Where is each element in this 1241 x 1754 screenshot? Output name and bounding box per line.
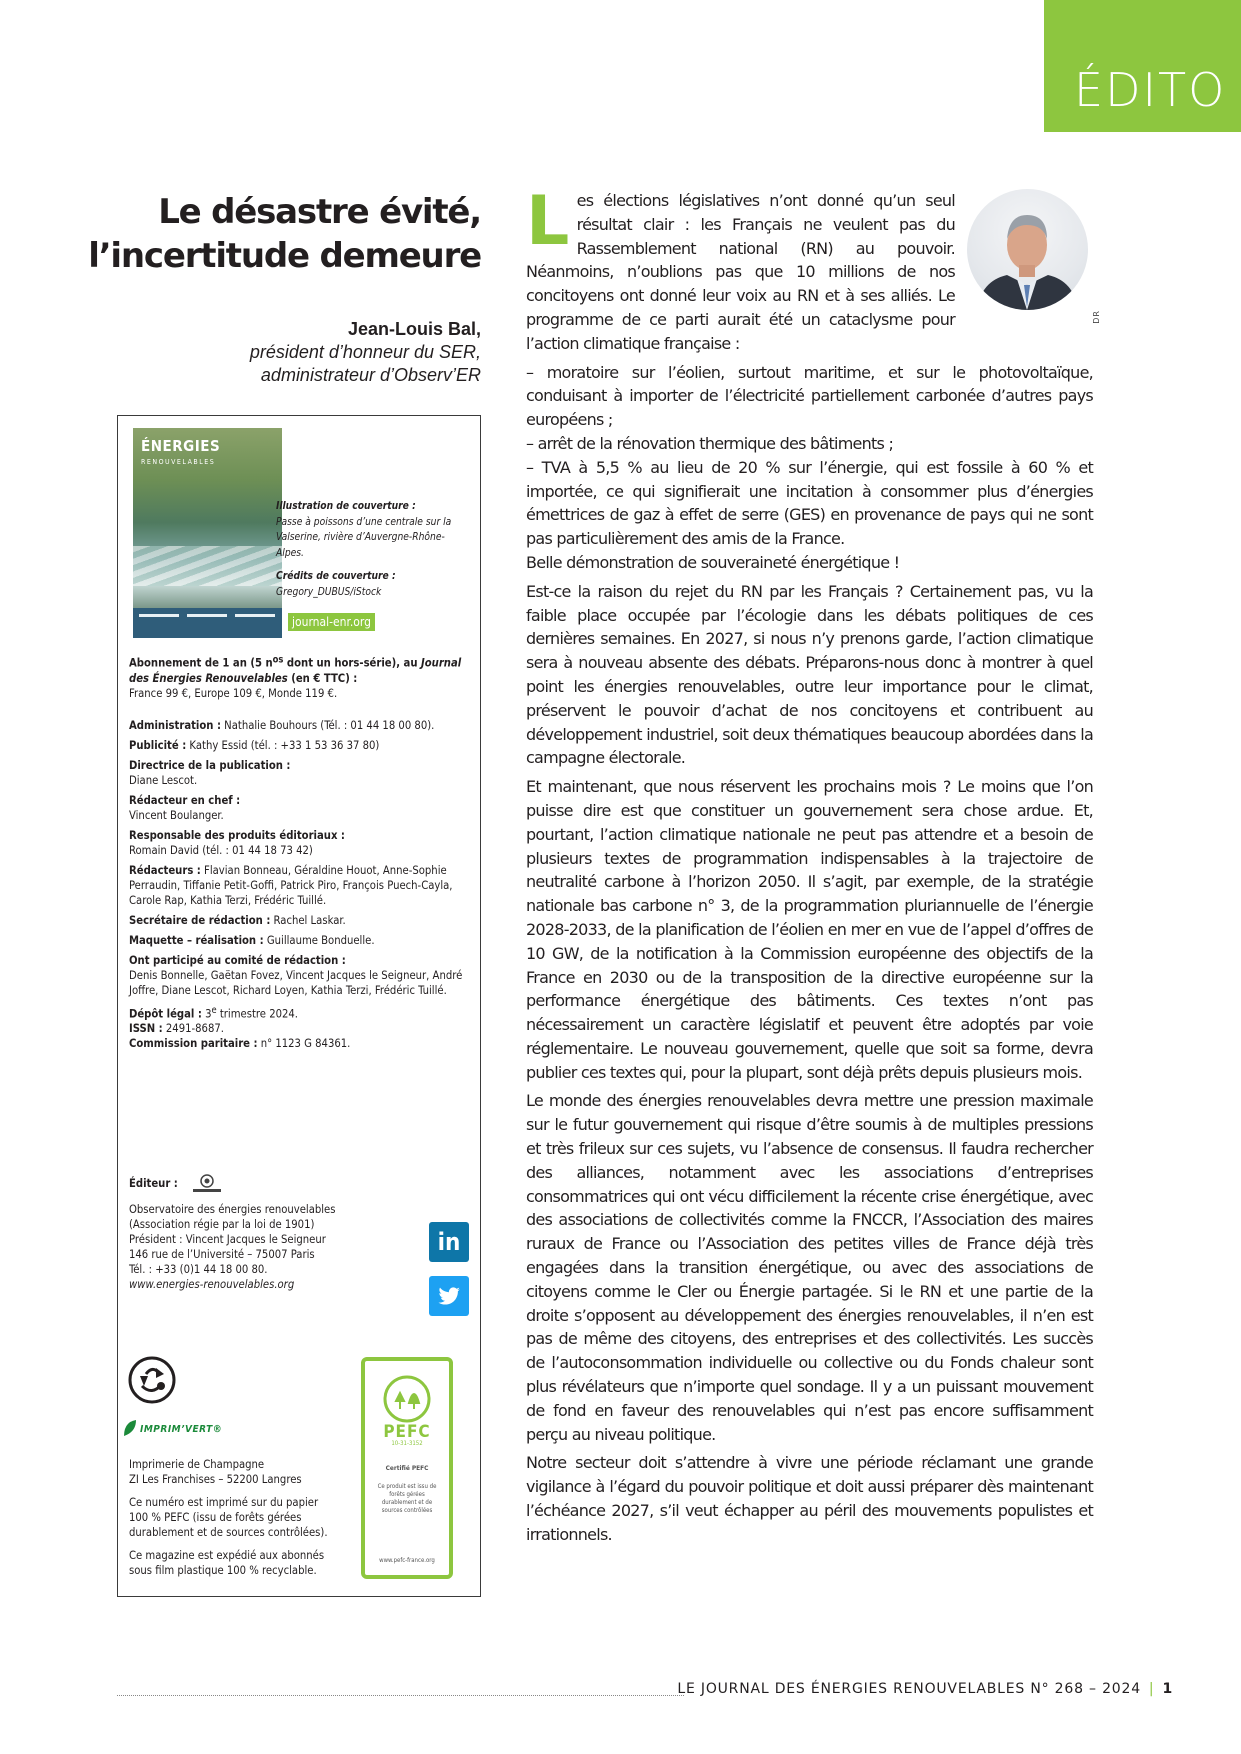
bullet-2: – arrêt de la rénovation thermique des bâtiments ; — [526, 433, 894, 453]
leaf-icon — [122, 1418, 138, 1438]
twitter-bird-icon — [436, 1283, 462, 1309]
depot-value-2: trimestre 2024. — [216, 1007, 299, 1021]
author-role-2: administrateur d’Observ’ER — [260, 365, 481, 385]
subscription-label: Abonnement de 1 an (5 n — [129, 656, 273, 670]
commission-value: n° 1123 G 84361. — [257, 1037, 351, 1051]
pefc-label — [361, 1357, 453, 1579]
printer-location: ZI Les Franchises – 52200 Langres — [129, 1473, 302, 1486]
drop-cap: L — [526, 182, 569, 261]
imprimvert-logo — [122, 1416, 232, 1440]
comite-label: Ont participé au comité de rédaction : — [129, 953, 346, 967]
observer-logo-icon — [187, 1174, 227, 1194]
secretaire-value: Rachel Laskar. — [270, 913, 346, 927]
pefc-desc: Ce produit est issu de forêts gérées durablement et de sources contrôlées — [377, 1483, 437, 1514]
publisher-line-2: (Association régie par la loi de 1901) — [129, 1218, 315, 1231]
cover-brand-subtitle: RENOUVELABLES — [141, 458, 216, 466]
maquette-value: Guillaume Bonduelle. — [263, 933, 375, 947]
publicite-value: Kathy Essid (tél. : +33 1 53 36 37 80) — [186, 738, 380, 752]
directrice-label: Directrice de la publication : — [129, 758, 291, 772]
pefc-mark: PEFC — [383, 1422, 431, 1442]
headline-line-1: Le désastre évité, — [158, 192, 481, 232]
redacteur-en-chef — [129, 793, 474, 823]
comite-value: Denis Bonnelle, Gaëtan Fovez, Vincent Jacques le Seigneur, André Joffre, Diane Lescot, Richard Loyen, Kathia Terzi, Frédéric Tuillé. — [129, 968, 463, 997]
publisher-details — [129, 1202, 389, 1292]
author-silhouette-icon — [967, 189, 1088, 310]
footer-journal: LE JOURNAL DES ÉNERGIES RENOUVELABLES N° 268 – 2024 — [677, 1681, 1141, 1697]
directrice — [129, 758, 474, 788]
publisher-label: Éditeur : — [129, 1177, 178, 1190]
cover-caption-text: Passe à poissons d’une centrale sur la Valserine, rivière d’Auvergne-Rhône-Alpes. — [276, 516, 452, 559]
depot-label: Dépôt légal : — [129, 1007, 202, 1021]
depot-sup: e — [211, 1004, 217, 1016]
author-portrait — [965, 189, 1101, 327]
administration-label: Administration : — [129, 718, 221, 732]
photo-credit: DR — [1091, 310, 1101, 324]
journal-website-link[interactable]: journal-enr.org — [288, 613, 375, 631]
depot-value: 3 — [201, 1007, 212, 1021]
paragraph-5: Notre secteur doit s’attendre à vivre une période réclamant une grande vigilance à l’égard du pouvoir politique et doit aussi préparer dès maintenant l’échéance 2027, s’il veut échapper au péril des mouvements populistes et irrationnels. — [526, 1453, 1093, 1544]
subscription-sup: os — [272, 654, 284, 665]
author-block — [61, 318, 481, 387]
printer-name: Imprimerie de Champagne — [129, 1458, 265, 1471]
redacteur-value: Vincent Boulanger. — [129, 808, 224, 822]
secretaire — [129, 913, 474, 928]
bullet-4: Belle démonstration de souveraineté énergétique ! — [526, 552, 900, 572]
imprimvert-text: IMPRIM’VERT® — [140, 1424, 223, 1435]
paragraph-3: Et maintenant, que nous réservent les prochains mois ? Le moins que l’on puisse dire est que constituer un gouvernement sera chose ardue. Et, pourtant, l’action climatique nationale ne peut pas attendre et a besoin de plusieurs textes de programmation indispensables à la trajectoire de neutralité carbone à l’horizon 2050. Il s’agit, par exemple, de la stratégie nationale bas carbone n° 3, de la programmation pluriannuelle de l’énergie 2028-2033, de la planification de l’éolien en mer en vue de l’appel d’offres de 10 GW, de la notification à la Commission européenne des objectifs de la France en 2030 ou de la transposition de la directive européenne sur la performance énergétique des bâtiments. Ces textes n’ont pas nécessairement un caractère législatif et peuvent être adoptés par voie réglementaire. Le nouveau gouvernement, quelle que soit sa forme, devra publier ces textes qui, pour la plupart, sont déjà prêts depuis plusieurs mois. — [526, 777, 1093, 1082]
subscription-label-2: dont un hors-série), au — [283, 656, 422, 670]
linkedin-icon[interactable] — [429, 1222, 469, 1262]
pefc-site: www.pefc-france.org — [379, 1557, 435, 1564]
comite — [129, 953, 474, 998]
publisher-block — [129, 1174, 389, 1292]
page-number: 1 — [1162, 1681, 1173, 1697]
publisher-line-5: Tél. : +33 (0)1 44 18 00 80. — [129, 1263, 268, 1276]
pefc-tree-icon — [383, 1375, 431, 1423]
author-photo — [967, 189, 1088, 310]
directrice-value: Diane Lescot. — [129, 773, 198, 787]
subscription-prices: France 99 €, Europe 109 €, Monde 119 €. — [129, 686, 338, 700]
responsable-produits — [129, 828, 474, 858]
pefc-code: 10-31-3152 — [391, 1440, 423, 1447]
publicite-label: Publicité : — [129, 738, 187, 752]
cover-credits-title: Crédits de couverture : — [276, 571, 396, 582]
publisher-line-3: Président : Vincent Jacques le Seigneur — [129, 1233, 326, 1246]
redacteur-label: Rédacteur en chef : — [129, 793, 241, 807]
twitter-icon[interactable] — [429, 1276, 469, 1316]
author-name: Jean-Louis Bal, — [347, 319, 481, 339]
redacteurs-value: Flavian Bonneau, Géraldine Houot, Anne-Sophie Perraudin, Tiffanie Petit-Goffi, Patrick Piro, François Puech-Cayla, Carole Rap, Kathia Terzi, Frédéric Tuillé. — [129, 863, 453, 907]
cover-waterfall — [133, 546, 282, 586]
bullet-1: – moratoire sur l’éolien, surtout maritime, et sur le photovoltaïque, conduisant à importer de l’électricité partiellement carbonée d’autres pays européens ; — [526, 362, 1093, 430]
publisher-line-4: 146 rue de l’Université – 75007 Paris — [129, 1248, 315, 1261]
maquette — [129, 933, 474, 948]
masthead-credits — [129, 652, 474, 1056]
issn-label: ISSN : — [129, 1022, 163, 1036]
cover-bottom-strip — [133, 608, 282, 638]
bullet-3: – TVA à 5,5 % au lieu de 20 % sur l’énergie, qui est fossile à 60 % et importée, ce qui signifierait une incitation à consommer plus d’énergies émettrices de gaz à effet de serre (GES) en provenance de pays qui ne sont pas particulièrement des amis de la France. — [526, 457, 1093, 549]
publicite — [129, 738, 474, 753]
shipping-notice: Ce magazine est expédié aux abonnés sous film plastique 100 % recyclable. — [129, 1549, 325, 1577]
paragraph-4: Le monde des énergies renouvelables devra mettre une pression maximale sur le futur gouvernement qui risque d’être soumis à de multiples pressions et très frileux sur ces sujets, vu l’absence de consensus. Il faudra rechercher des alliances, notamment avec les associations d’entreprises consommatrices qui ont vécu difficilement la récente crise énergétique, avec des associations de collectivités comme la FNCCR, l’Association des maires ruraux de France ou l’Association des petites villes de France déjà très engagées dans la transition énergétique, ou avec des associations de citoyens comme le Cler ou Énergie partagée. Si le RN et une partie de la droite s’opposent au développement des énergies renouvelables, il n’en est pas de même des citoyens, des entreprises et des collectivités. Les succès de l’autoconsommation individuelle ou collective ou du Fonds chaleur sont plus révélateurs que n’importe quel sondage. Il y a un puissant mouvement de fond en faveur des renouvelables qui n’est pas encore suffisamment perçu au niveau politique. — [526, 1091, 1093, 1444]
redacteurs-label: Rédacteurs : — [129, 863, 201, 877]
issn-value: 2491-8687. — [162, 1022, 224, 1036]
recycle-icon — [128, 1356, 176, 1404]
responsable-label: Responsable des produits éditoriaux : — [129, 828, 345, 842]
cover-brand-title: ÉNERGIES — [141, 437, 221, 455]
author-role-1: président d’honneur du SER, — [249, 342, 481, 362]
linkedin-glyph: in — [437, 1227, 461, 1256]
maquette-label: Maquette – réalisation : — [129, 933, 264, 947]
section-label: ÉDITO — [1074, 63, 1227, 117]
printer-address — [129, 1457, 339, 1487]
section-tab — [1044, 0, 1241, 132]
masthead-box — [117, 415, 481, 1597]
publisher-line-1: Observatoire des énergies renouvelables — [129, 1203, 336, 1216]
printer-block — [129, 1457, 339, 1586]
administration — [129, 718, 474, 733]
responsable-value: Romain David (tél. : 01 44 18 73 42) — [129, 843, 313, 857]
administration-value: Nathalie Bouhours (Tél. : 01 44 18 00 80). — [220, 718, 435, 732]
page-footer — [677, 1681, 1173, 1697]
cover-caption — [276, 499, 466, 600]
paragraph-2: Est-ce la raison du rejet du RN par les Français ? Certainement pas, vu la faible place occupée par l’écologie dans les débats politiques de ces dernières semaines. En 2027, si nous n’y prenons garde, l’action climatique sera à nouveau absente des débats. Préparons-nous donc à montrer à quel point les énergies renouvelables, outre leur importance pour le climat, préservent le pouvoir d’achat de nos concitoyens et contribuent au développement industriel, soit deux thématiques beaucoup abordées dans la campagne électorale. — [526, 581, 1093, 768]
legal-info — [129, 1003, 474, 1052]
redacteurs — [129, 863, 474, 908]
cover-brand — [141, 438, 220, 470]
cover-credits-text: Gregory_DUBUS/iStock — [276, 586, 382, 598]
publisher-url[interactable]: www.energies-renouvelables.org — [129, 1278, 295, 1291]
subscription-label-3: (en € TTC) : — [287, 671, 358, 685]
commission-label: Commission paritaire : — [129, 1037, 258, 1051]
pefc-cert: Certifié PEFC — [385, 1464, 429, 1472]
subscription-info — [129, 652, 474, 701]
secretaire-label: Secrétaire de rédaction : — [129, 913, 271, 927]
footer-divider — [117, 1695, 684, 1696]
headline-line-2: l’incertitude demeure — [88, 236, 481, 276]
footer-separator: | — [1148, 1681, 1155, 1697]
editorial-article — [526, 182, 1101, 1552]
subscription-journal: Journal des Énergies Renouvelables — [129, 656, 462, 685]
cover-thumbnail — [133, 428, 282, 638]
cover-caption-title: Illustration de couverture : — [276, 501, 416, 512]
paper-notice: Ce numéro est imprimé sur du papier 100 % PEFC (issu de forêts gérées durablement et de sources contrôlées). — [129, 1496, 328, 1539]
paragraph-1-text: es élections législatives n’ont donné qu’un seul résultat clair : les Français ne veulent pas du Rassemblement national (RN) au pouvoir. Néanmoins, n’oublions pas que 10 millions de nos concitoyens ont donné leur voix au RN et à ses alliés. Le programme de ce parti aurait été un cataclysme pour l’action climatique française : — [526, 191, 955, 353]
headline — [61, 190, 481, 278]
